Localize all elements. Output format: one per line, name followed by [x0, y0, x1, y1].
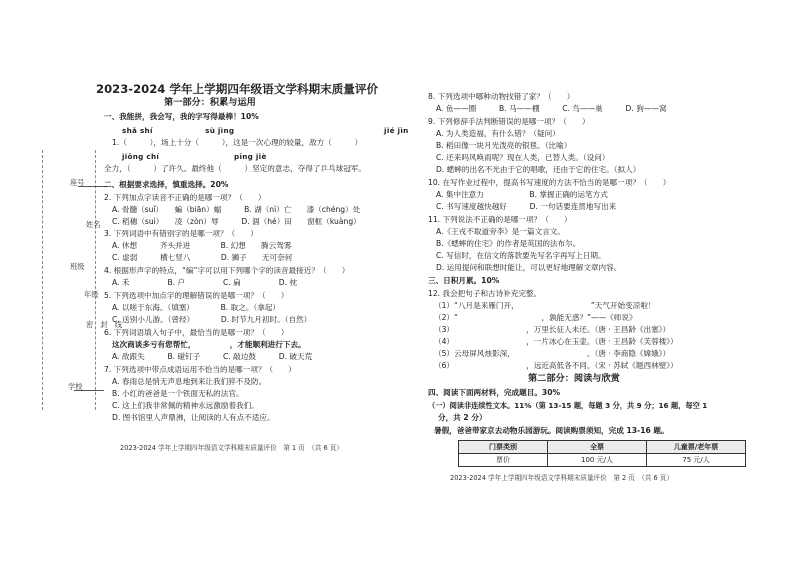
seal-line-text: 密 封 线	[86, 320, 122, 329]
table-header-row	[459, 441, 746, 454]
table-header-cell: 儿童票/老年票	[647, 441, 746, 454]
question-7-option-b: B. 小红的爸爸是一个铁面无私的法官。	[112, 389, 244, 398]
question-9-option-b: B. 稻田像一块月光泼亮的银毯。（比喻）	[436, 141, 572, 150]
question-7-option-a: A. 春雨总是悄无声息地到来让我们猝不及防。	[112, 377, 267, 386]
table-header-cell: 门票类别	[459, 441, 548, 454]
section-3-heading: 三、日积月累。10%	[428, 276, 500, 285]
question-9: 9. 下列修辞手法判断错误的是哪一项？（ ）	[428, 117, 590, 126]
question-10-options-ab: A. 集中注意力 B. 掌握正确的运笔方式	[436, 190, 608, 199]
question-3-options-cd: C. 虚弱 横七竖八 D. 狮子 无可奈何	[112, 253, 293, 262]
question-8: 8. 下列选项中哪种动物找错了家？（ ）	[428, 92, 575, 101]
question-7: 7. 下列选项中带点成语运用不恰当的是哪一项？（ ）	[104, 365, 296, 374]
pinyin-row-1: shǎ shí sù jìng jié jìn	[122, 126, 409, 135]
seal-line-right	[95, 150, 96, 410]
question-10: 10. 在写作业过程中，提高书写速度的方法不恰当的是哪一项？（ ）	[428, 178, 671, 187]
question-12: 12. 我会把句子和古诗补充完整。	[428, 289, 542, 298]
part-1-heading: 第一部分：积累与运用	[164, 97, 256, 108]
question-12-item-1: （1）“八月是来雁门开， ”天气开始变凉啦！	[434, 301, 656, 310]
question-9-option-c: C. 还来吗风唤雨呢？现在人类，已替人类。（设问）	[436, 153, 610, 162]
question-9-option-d: D. 蟋蟀的出名不光由于它的唱歌，还由于它的住宅。（拟人）	[436, 165, 641, 174]
question-11-option-a: A.《王戎不取道旁李》是一篇文言文。	[436, 227, 565, 236]
table-cell: 票价	[459, 454, 548, 467]
question-4-options: A. 禾 B. 户 C. 扁 D. 枕	[112, 278, 298, 287]
question-12-item-5: （5）云母屏风烛影深， 。（唐 · 李商隐《嫦娥》）	[434, 349, 671, 358]
question-12-item-6: （6） ，远近高低各不同。（宋 · 苏轼《题西林壁》）	[434, 361, 678, 370]
question-4: 4. 根据形声字的特点，“编”字可以用下列哪个字的读音最接近？（ ）	[104, 266, 350, 275]
seal-line-left	[42, 150, 43, 410]
question-1-line-2: 全力，（ ）了许久。最终他（ ）坚定的意志，夺得了乒乓球冠军。	[104, 164, 366, 173]
question-3: 3. 下列词语中有错别字的是哪一项？（ ）	[104, 229, 258, 238]
exam-page-2	[428, 92, 758, 442]
question-6-sentence: 这次商谈多亏有您帮忙， ，才能顺利进行下去。	[112, 340, 306, 349]
question-7-option-c: C. 这上们我非常佩的精神永远激励着我们。	[112, 401, 259, 410]
page-2-footer: 2023-2024 学年上学期四年级语文学科期末质量评价 第 2 页 （共 6 页）	[450, 474, 673, 482]
question-1-line-1: 1.（ ），场上十分（ ），这是一次心理的较量，敌方（ ）	[112, 138, 363, 147]
question-2: 2. 下列加点字读音不正确的是哪一项？（ ）	[104, 193, 266, 202]
table-cell: 75 元/人	[647, 454, 746, 467]
pinyin-row-2: jiōng chí pīng jiè	[122, 152, 267, 161]
question-7-option-d: D. 图书馆里人声鼎沸，让阅读的人有点不适应。	[112, 413, 275, 422]
seat-number-label: 座号	[70, 178, 85, 187]
question-12-item-4: （4） ，一片冰心在玉壶。（唐 · 王昌龄《芙蓉楼》）	[434, 337, 678, 346]
question-11-option-c: C. 写信时，在信文的落款要先写名字再写上日期。	[436, 251, 606, 260]
passage-intro: 暑假，爸爸带家京去动物乐园游玩。阅读购票须知，完成 13-16 题。	[434, 426, 669, 435]
section-1-heading: 一、我能拼，我会写，我的字写得最棒！10%	[104, 112, 259, 121]
page-1-footer: 2023-2024 学年上学期四年级语文学科期末质量评价 第 1 页 （共 6 页）	[120, 444, 343, 452]
table-row	[459, 454, 746, 467]
ticket-price-table	[458, 440, 746, 467]
section-2-heading: 二、根据要求选择，慎重选择。20%	[104, 180, 229, 189]
part-2-heading: 第二部分：阅读与欣赏	[528, 373, 620, 384]
question-5: 5. 下列选项中加点字的理解错误的是哪一项？（ ）	[104, 291, 289, 300]
school-field[interactable]	[74, 390, 104, 391]
question-10-options-cd: C. 书写速度越快越好 D. 一句话要连贯地写出来	[436, 202, 617, 211]
exam-page-1	[96, 82, 409, 434]
question-12-item-2: （2）“ ，孰能无惑？”——《师说》	[434, 313, 637, 322]
section-4-heading: 四、阅读下面两材料，完成题目。30%	[428, 388, 561, 397]
student-name-label: 姓名	[86, 220, 101, 229]
class-label: 班级	[70, 262, 85, 271]
question-2-options-cd: C. 稻穗（suì） 凌（zòn）辱 D. 涸（hé）田 窗框（kuàng）	[112, 217, 361, 226]
question-8-options: A. 鱼——圈 B. 马——棚 C. 鸟——巢 D. 狗——窝	[436, 104, 667, 113]
school-label: 学校	[68, 382, 83, 391]
table-cell: 100 元/人	[548, 454, 647, 467]
question-11: 11. 下列说法不正确的是哪一项？（ ）	[428, 215, 572, 224]
table-header-cell: 全票	[548, 441, 647, 454]
grade-label: 年级	[84, 290, 99, 299]
question-2-options-ab: A. 骨髓（suǐ） 蝙（biān）蝠 B. 湖（nì）亡 漆（chéng）处	[112, 205, 361, 214]
subsection-1-line-2: 分，共 2 分）	[438, 413, 487, 422]
subsection-1-line-1: （一）阅读非连续性文本。11%（第 13-15 题，每题 3 分，共 9 分；16 题，每空 1	[428, 401, 708, 410]
question-5-options-ab: A. 以嗟于东海。（填塞） B. 取之。（拿起）	[112, 303, 280, 312]
question-12-item-3: （3） ，万里长征人未还。（唐 · 王昌龄《出塞》）	[434, 325, 671, 334]
question-6: 6. 下列词语填入句子中，最恰当的是哪一项？（ ）	[104, 328, 289, 337]
question-3-options-ab: A. 休想 齐头并进 B. 幻想 腾云驾雾	[112, 241, 292, 250]
exam-title: 2023-2024 学年上学期四年级语文学科期末质量评价	[96, 82, 379, 96]
question-11-option-b: B.《蟋蟀的住宅》的作者是英国的法布尔。	[436, 239, 581, 248]
question-9-option-a: A. 为人类造福，有什么错？（疑问）	[436, 129, 560, 138]
question-5-options-cd: C. 送别小儿游。（曾经） D. 时节九月初时。（自然）	[112, 315, 312, 324]
question-6-options: A. 敌跟失 B. 碰钉子 C. 敲边鼓 D. 破天荒	[112, 352, 313, 361]
question-11-option-d: D. 运用提问和联想时能让，可以更好地理解文章内容。	[436, 263, 622, 272]
